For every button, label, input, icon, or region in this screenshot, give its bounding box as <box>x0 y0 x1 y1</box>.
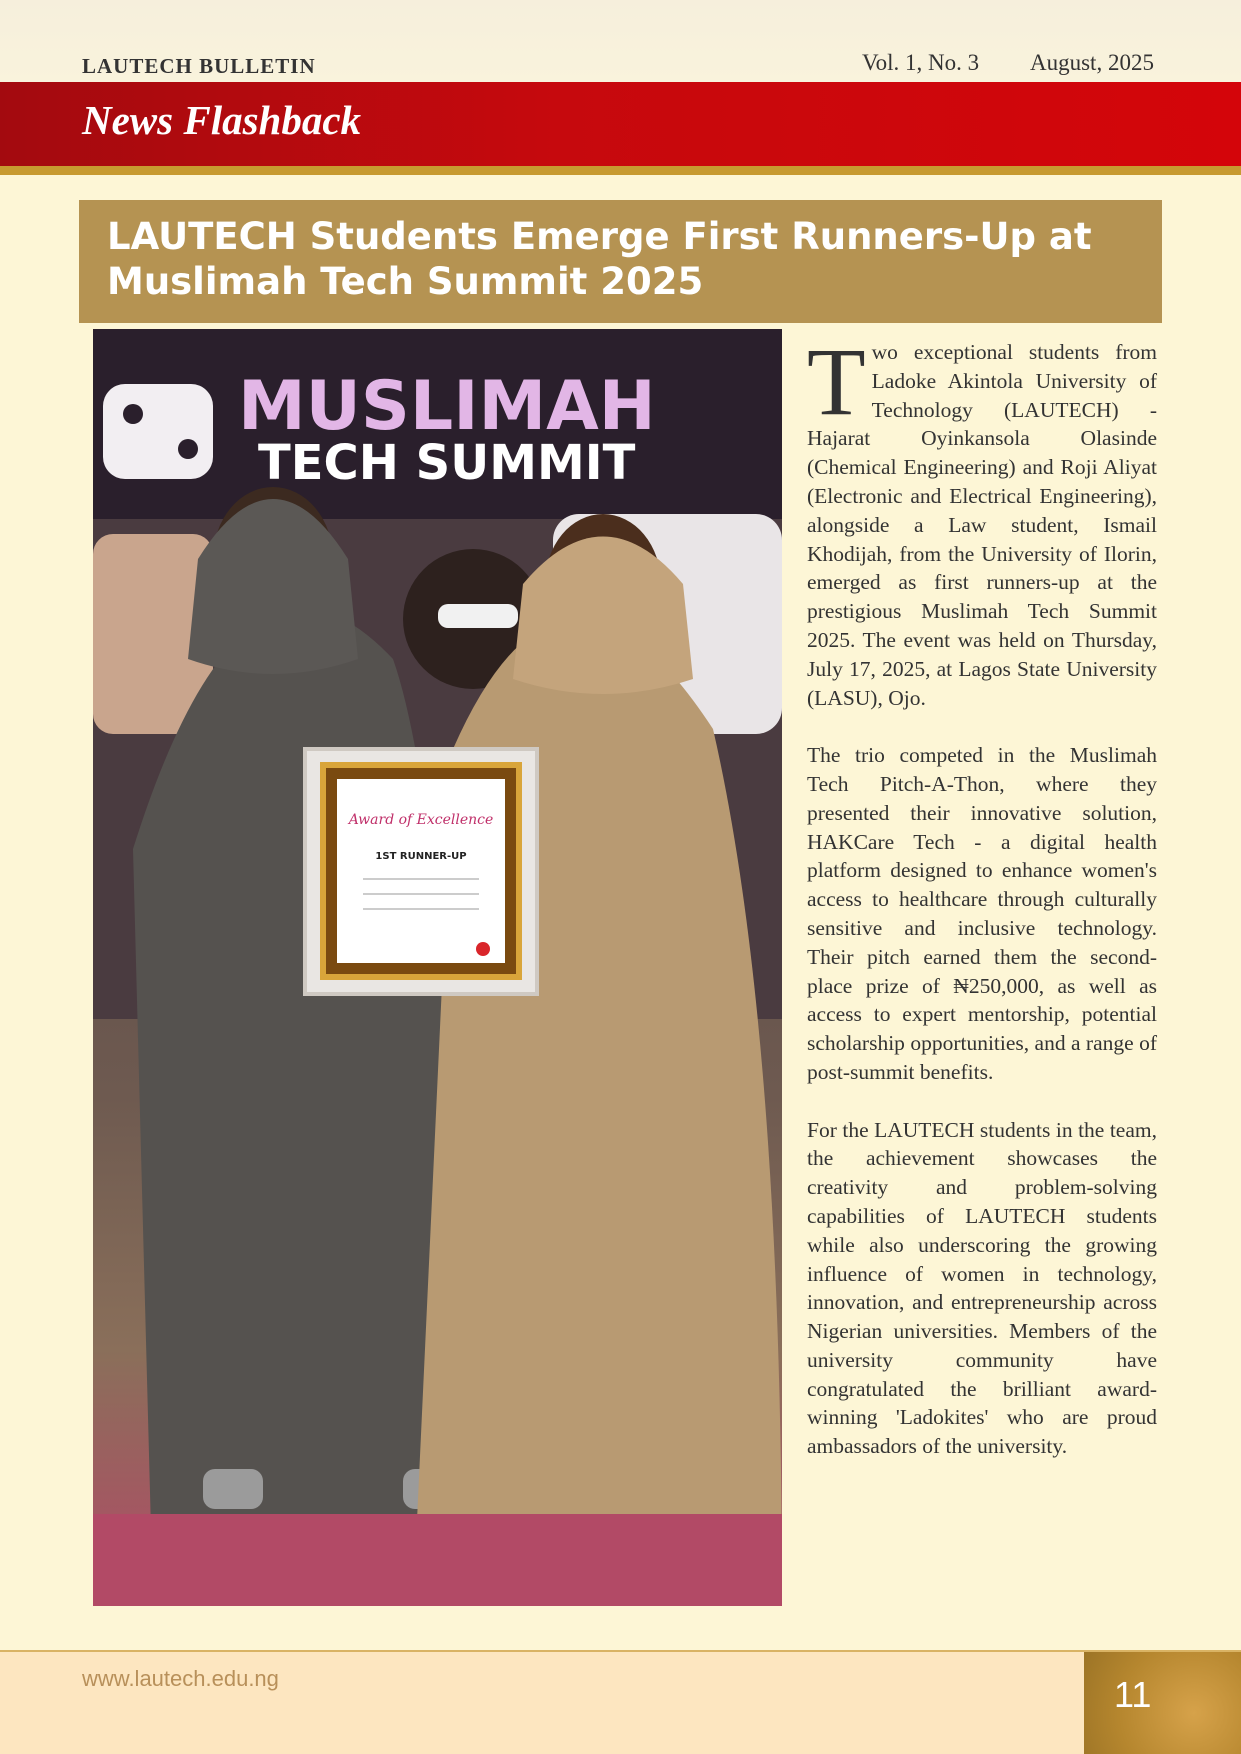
drop-cap: T <box>807 328 866 435</box>
publication-name: LAUTECH BULLETIN <box>82 54 316 78</box>
article-paragraph <box>807 328 1157 712</box>
paragraph-1-text: wo exceptional students from Ladoke Akintola University of Technology (LAUTECH) - Hajarat Oyinkansola Olasinde (Chemical Engineering) and Roji Aliyat (Electronic and Electrical Engineering), alongside a Law student, Ismail Khodijah, from the University of Ilorin, emerged as first runners-up at the prestigious Muslimah Tech Summit 2025. The event was held on Thursday, July 17, 2025, at Lagos State University (LASU), Ojo. <box>807 340 1157 710</box>
summit-logo-icon <box>103 384 213 479</box>
floor-carpet <box>93 1514 782 1606</box>
website-link[interactable]: www.lautech.edu.ng <box>82 1666 279 1691</box>
article-paragraph: For the LAUTECH students in the team, the achievement showcases the creativity and problem-solving capabilities of LAUTECH students while also underscoring the growing influence of women in technology, innovation, and entrepreneurship across Nigerian universities. Members of the university community have congratulated the brilliant award-winning 'Ladokites' who are proud ambassadors of the university. <box>807 1117 1157 1459</box>
headline-box <box>79 200 1162 323</box>
issue-date: August, 2025 <box>1030 50 1154 75</box>
gold-divider <box>0 166 1241 175</box>
poster-glasses <box>438 604 518 628</box>
banner-text-line1: MUSLIMAH <box>238 367 656 446</box>
certificate-subtitle: 1ST RUNNER-UP <box>375 851 467 862</box>
section-title: News Flashback <box>82 97 362 143</box>
certificate-title: Award of Excellence <box>348 812 494 828</box>
article-headline: LAUTECH Students Emerge First Runners-Up at Muslimah Tech Summit 2025 <box>107 215 1092 303</box>
page-number-box <box>1084 1652 1241 1754</box>
certificate-frame <box>305 749 537 994</box>
article-body <box>807 328 1157 1490</box>
article-photo <box>93 329 782 1606</box>
issue-number: Vol. 1, No. 3 <box>862 50 980 75</box>
page-number: 11 <box>1114 1674 1152 1715</box>
photo-illustration <box>93 329 782 1606</box>
article-paragraph: The trio competed in the Muslimah Tech Pitch-A-Thon, where they presented their innovative solution, HAKCare Tech - a digital health platform designed to enhance women's access to healthcare through culturally sensitive and inclusive technology. Their pitch earned them the second-place prize of ₦250,000, as well as access to expert mentorship, potential scholarship opportunities, and a range of post-summit benefits. <box>807 743 1157 1084</box>
banner-text-line2: TECH SUMMIT <box>258 435 636 491</box>
